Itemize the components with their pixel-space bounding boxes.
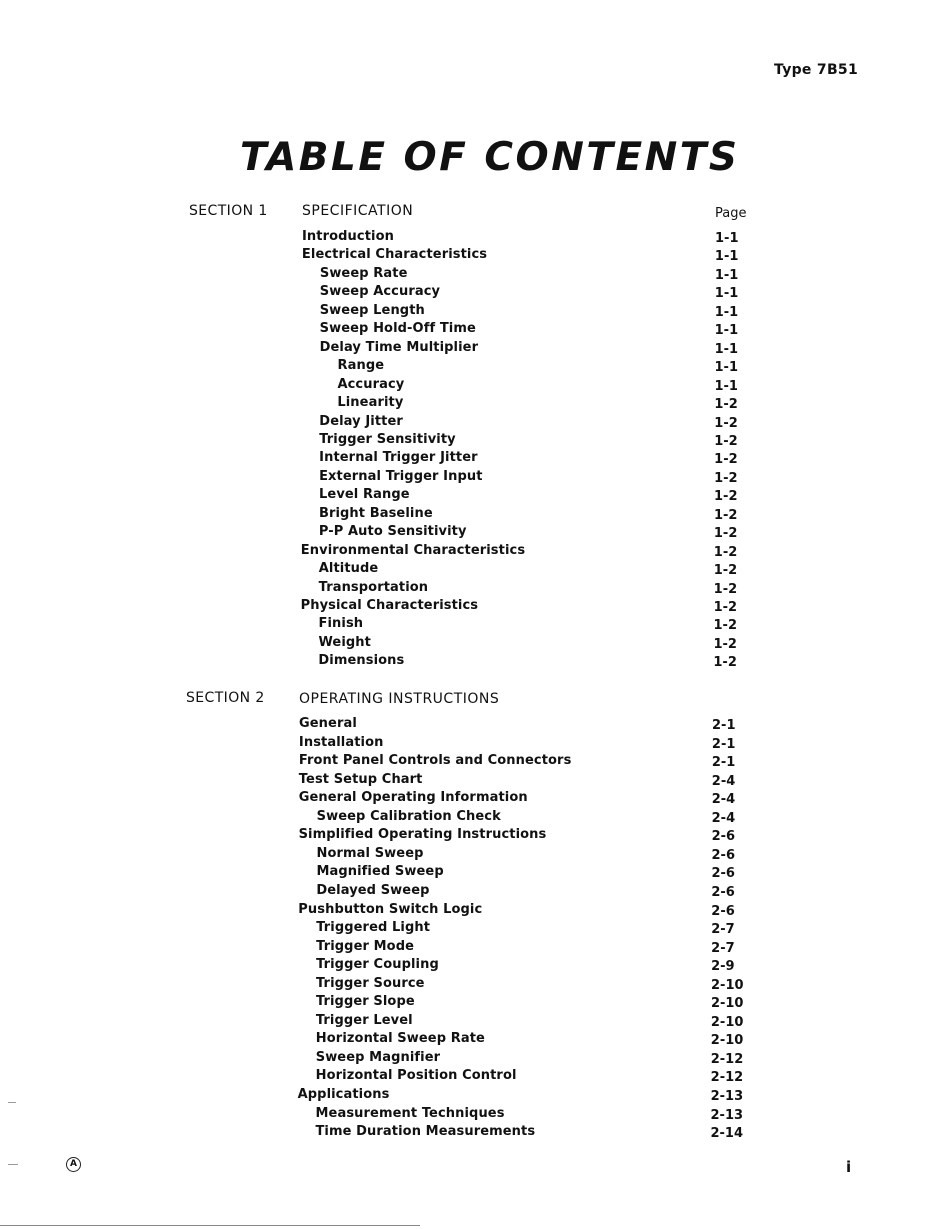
toc-page-number: 2-12 <box>710 1070 744 1086</box>
toc-page-number: 1-2 <box>714 489 738 505</box>
toc-page-number: 2-6 <box>711 866 735 882</box>
toc-entry: Magnified Sweep <box>316 864 444 880</box>
toc-entry: Test Setup Chart <box>298 771 423 787</box>
toc-page-number: 2-1 <box>711 736 736 752</box>
toc-entry: Introduction <box>302 229 394 244</box>
toc-page-number: 1-2 <box>713 563 738 579</box>
toc-page-number: 2-13 <box>710 1107 744 1123</box>
document-model-label: Type 7B51 <box>774 62 858 78</box>
toc-entry: Electrical Characteristics <box>301 247 488 263</box>
scan-edge-line <box>0 1225 420 1226</box>
toc-page-number: 2-7 <box>711 940 735 956</box>
page-title: TABLE OF CONTENTS <box>240 135 740 180</box>
toc-entry: Environmental Characteristics <box>300 542 526 558</box>
toc-entry: Linearity <box>337 395 404 411</box>
toc-entry: Sweep Hold-Off Time <box>319 321 476 337</box>
toc-page-number: 1-1 <box>714 249 739 265</box>
toc-entry: Trigger Source <box>316 975 425 991</box>
toc-entry: Sweep Length <box>319 302 425 318</box>
toc-page-number: 1-2 <box>714 433 738 449</box>
toc-entry: Delay Jitter <box>319 413 403 429</box>
toc-entry: Delay Time Multiplier <box>319 339 479 355</box>
toc-entry: Trigger Coupling <box>316 957 439 973</box>
toc-page-number: 1-2 <box>714 415 738 431</box>
toc-page-number: 2-14 <box>710 1126 743 1142</box>
toc-page-number: 2-6 <box>711 884 735 900</box>
toc-page-number: 2-10 <box>710 1014 744 1030</box>
scan-mark <box>8 1164 18 1165</box>
toc-page-number: 1-2 <box>713 544 738 560</box>
toc-page-number: 2-12 <box>710 1051 744 1067</box>
toc-entry: Pushbutton Switch Logic <box>298 901 483 917</box>
toc-entry: Sweep Magnifier <box>315 1049 441 1065</box>
toc-entry: Normal Sweep <box>316 845 424 861</box>
toc-entry: Physical Characteristics <box>300 598 479 613</box>
section-1-label: SECTION 1 <box>189 203 268 219</box>
toc-page-number: 1-2 <box>714 397 738 413</box>
toc-page-number: 2-1 <box>711 755 736 771</box>
toc-entry: External Trigger Input <box>319 468 483 484</box>
toc-entry: Trigger Mode <box>316 938 415 954</box>
toc-page-number: 2-4 <box>711 792 736 808</box>
toc-page-number: 1-1 <box>715 231 739 246</box>
toc-entry: Installation <box>298 734 384 750</box>
page-number: i <box>846 1158 852 1176</box>
toc-entry: Applications <box>297 1087 390 1102</box>
toc-entry: P-P Auto Sensitivity <box>318 524 467 540</box>
toc-page-number: 1-2 <box>714 452 738 468</box>
toc-page-number: 2-10 <box>710 1033 744 1049</box>
toc-entry: Delayed Sweep <box>316 882 430 898</box>
toc-entry: Bright Baseline <box>318 505 433 521</box>
toc-page-number: 1-2 <box>713 526 738 542</box>
toc-page-number: 2-4 <box>711 810 736 826</box>
toc-entry: Finish <box>318 616 364 632</box>
toc-entry: Level Range <box>319 487 410 503</box>
toc-page-number: 2-4 <box>711 773 736 789</box>
toc-page-number: 2-10 <box>710 996 744 1012</box>
toc-page-number: 1-1 <box>714 304 739 320</box>
toc-entry: Front Panel Controls and Connectors <box>298 753 572 769</box>
toc-page-number: 1-1 <box>714 323 739 339</box>
toc-page-number: 1-2 <box>713 581 738 597</box>
section-2-heading: OPERATING INSTRUCTIONS <box>299 691 500 707</box>
toc-entry: Trigger Slope <box>315 994 415 1010</box>
toc-entry: Sweep Rate <box>319 265 408 281</box>
toc-page-number: 1-1 <box>714 286 739 302</box>
toc-entry: Altitude <box>318 561 379 577</box>
toc-entry: General Operating Information <box>298 790 528 806</box>
toc-page-number: 1-2 <box>713 618 738 634</box>
toc-entry: Weight <box>318 634 371 650</box>
toc-entry: Time Duration Measurements <box>315 1124 536 1140</box>
toc-page-number: 1-1 <box>714 378 738 394</box>
toc-page-number: 2-6 <box>711 829 736 845</box>
toc-entry: Horizontal Position Control <box>315 1068 517 1084</box>
toc-page-number: 2-6 <box>711 903 735 919</box>
toc-entry: Trigger Level <box>315 1012 413 1028</box>
toc-page-number: 1-2 <box>713 507 738 523</box>
toc-page-number: 2-7 <box>711 922 735 938</box>
toc-entry: Internal Trigger Jitter <box>319 450 478 466</box>
toc-entry: Sweep Accuracy <box>319 284 441 300</box>
toc-page-number: 1-2 <box>713 636 737 652</box>
toc-entry: Measurement Techniques <box>315 1105 505 1121</box>
toc-page-number: 2-13 <box>710 1089 744 1104</box>
toc-entry: Range <box>337 358 385 374</box>
toc-page-number: 1-2 <box>714 470 738 486</box>
scan-mark <box>8 1102 16 1103</box>
toc-page-number: 1-1 <box>714 360 738 376</box>
toc-entry: Accuracy <box>337 376 405 392</box>
toc-page-number: 2-1 <box>712 718 736 733</box>
toc-page-number: 2-6 <box>711 847 735 863</box>
section-2-label: SECTION 2 <box>186 690 265 706</box>
toc-page-number: 2-10 <box>711 977 744 993</box>
page-column-header: Page <box>715 206 747 221</box>
toc-entry: Transportation <box>318 579 429 595</box>
toc-entry: Sweep Calibration Check <box>316 808 501 824</box>
toc-page-number: 1-1 <box>714 341 739 357</box>
toc-page-number: 1-2 <box>713 600 738 615</box>
toc-entry: Horizontal Sweep Rate <box>315 1031 485 1047</box>
toc-entry: General <box>299 716 357 731</box>
toc-page-number: 1-1 <box>714 267 739 283</box>
toc-entry: Trigger Sensitivity <box>319 431 456 447</box>
logo-circle-a: A <box>66 1157 81 1172</box>
toc-page-number: 2-9 <box>711 959 735 975</box>
toc-entry: Triggered Light <box>316 920 431 936</box>
toc-entry: Simplified Operating Instructions <box>298 827 547 843</box>
section-1-heading: SPECIFICATION <box>302 203 414 219</box>
toc-entry: Dimensions <box>318 653 405 669</box>
toc-page-number: 1-2 <box>713 655 737 671</box>
